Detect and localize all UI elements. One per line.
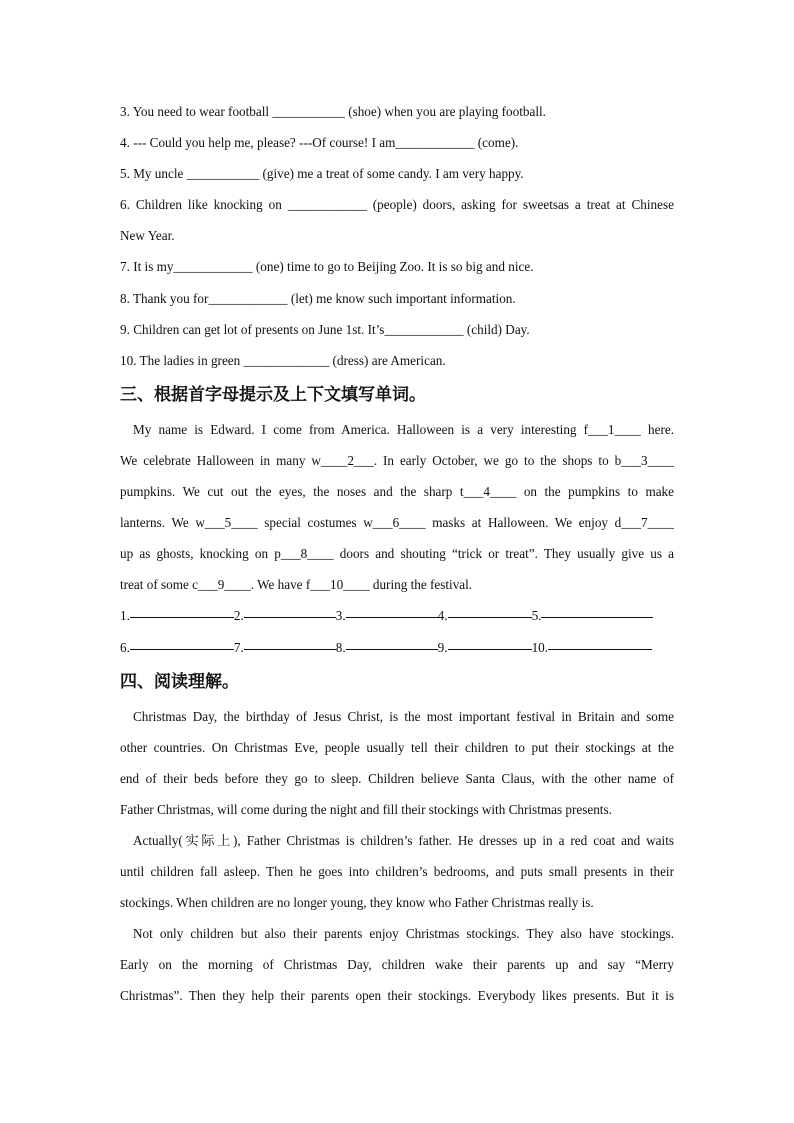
exercise-list	[120, 96, 674, 376]
passage-line: until children fall asleep. Then he goes into children’s bedrooms, and puts small presents in their	[120, 864, 674, 880]
cloze-line: pumpkins. We cut out the eyes, the noses and the sharp t___4____ on the pumpkins to make	[120, 484, 674, 500]
answer-blank[interactable]: 4.	[438, 600, 532, 631]
exercise-line: 6. Children like knocking on ____________ (people) doors, asking for sweetsas a treat at Chinese	[120, 197, 674, 213]
exercise-line: 9. Children can get lot of presents on June 1st. It’s____________ (child) Day.	[120, 321, 530, 337]
passage-line: Father Christmas, will come during the night and fill their stockings with Christmas presents.	[120, 801, 612, 817]
passage-line: stockings. When children are no longer young, they know who Father Christmas really is.	[120, 895, 594, 911]
answer-blank[interactable]: 5.	[532, 600, 654, 631]
passage-line: Christmas”. Then they help their parents open their stockings. Everybody likes presents. But it is	[120, 988, 674, 1004]
exercise-line: 3. You need to wear football ___________ (shoe) when you are playing football.	[120, 104, 546, 119]
cloze-line: lanterns. We w___5____ special costumes w___6____ masks at Halloween. We enjoy d___7____	[120, 515, 674, 531]
cloze-line: My name is Edward. I come from America. Halloween is a very interesting f___1____ here.	[133, 421, 674, 437]
answer-blank[interactable]: 2.	[234, 600, 336, 631]
answer-blank[interactable]: 7.	[234, 632, 336, 663]
answer-row-2	[120, 632, 674, 663]
cloze-passage	[120, 414, 674, 601]
passage-line: other countries. On Christmas Eve, people usually tell their children to put their stockings at the	[120, 739, 674, 755]
answer-blank[interactable]: 10.	[532, 632, 652, 663]
answer-row-1	[120, 600, 674, 631]
worksheet-page	[120, 96, 674, 1012]
cloze-line: treat of some c___9____. We have f___10____ during the festival.	[120, 577, 473, 593]
answer-blank[interactable]: 8.	[336, 632, 438, 663]
exercise-line: 5. My uncle ___________ (give) me a treat of some candy. I am very happy.	[120, 166, 524, 182]
passage-line: Actually(实际上), Father Christmas is children’s father. He dresses up in a red coat and waits	[133, 832, 674, 848]
passage-line: Not only children but also their parents enjoy Christmas stockings. They also have stockings.	[133, 926, 674, 942]
passage-line: Early on the morning of Christmas Day, children wake their parents up and say “Merry	[120, 957, 674, 973]
answer-blank[interactable]: 6.	[120, 632, 234, 663]
exercise-line: 10. The ladies in green _____________ (dress) are American.	[120, 352, 446, 368]
passage-line: end of their beds before they go to sleep. Children believe Santa Claus, with the other name of	[120, 770, 674, 786]
section-4-heading: 四、阅读理解。	[120, 671, 239, 692]
exercise-line: 4. --- Could you help me, please? ---Of course! I am____________ (come).	[120, 135, 519, 151]
answer-blank[interactable]: 1.	[120, 600, 234, 631]
answer-blank[interactable]: 9.	[438, 632, 532, 663]
exercise-line: 8. Thank you for____________ (let) me know such important information.	[120, 290, 516, 306]
answer-blank[interactable]: 3.	[336, 600, 438, 631]
cloze-line: up as ghosts, knocking on p___8____ doors and shouting “trick or treat”. They usually give us a	[120, 546, 674, 562]
exercise-line: New Year.	[120, 228, 175, 244]
passage-line: Christmas Day, the birthday of Jesus Christ, is the most important festival in Britain and some	[133, 708, 674, 724]
exercise-line: 7. It is my____________ (one) time to go to Beijing Zoo. It is so big and nice.	[120, 259, 534, 275]
cloze-line: We celebrate Halloween in many w____2___. In early October, we go to the shops to b___3____	[120, 452, 674, 468]
section-3-heading: 三、根据首字母提示及上下文填写单词。	[120, 384, 426, 405]
reading-passage	[120, 701, 674, 1012]
